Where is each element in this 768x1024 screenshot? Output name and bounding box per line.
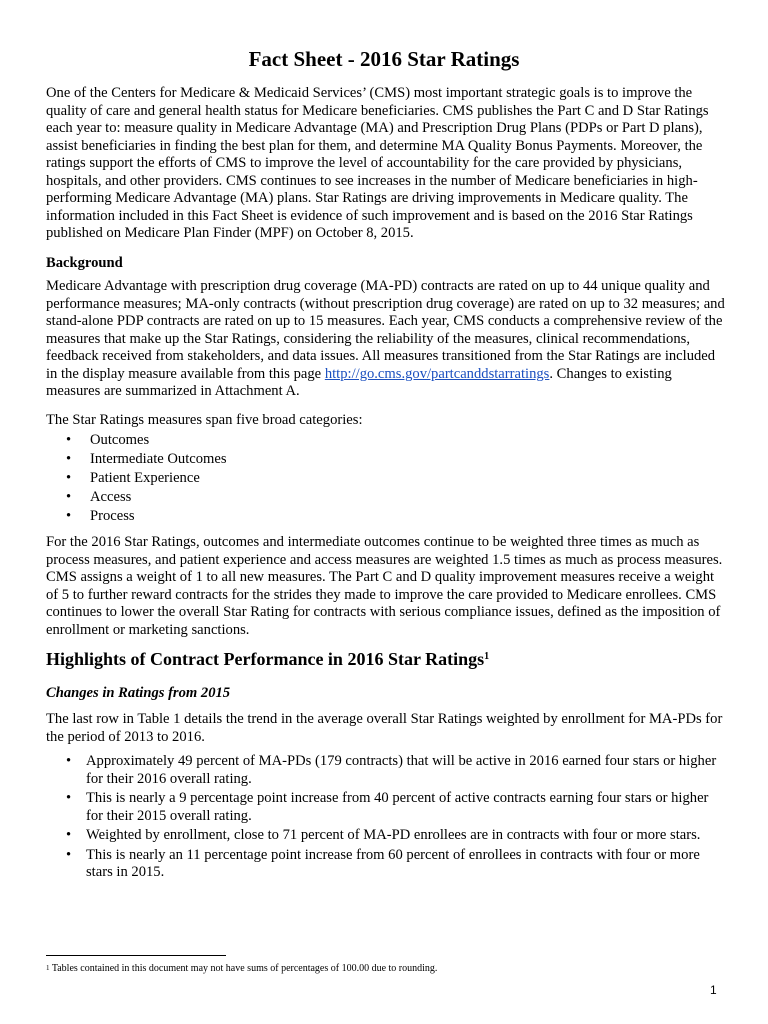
list-item-label: Process [90, 508, 135, 524]
highlights-paragraph: The last row in Table 1 details the trend in the average overall Star Ratings weighted by enrollment for MA-PDs for the period of 2013 to 2016. [46, 711, 723, 745]
bullet: • [66, 489, 72, 505]
background-text: Medicare Advantage with prescription drug coverage (MA-PD) contracts are rated on up to 44 unique quality and performance measures; MA-only contracts (without prescription drug coverage) are rated on up to 32 measures; and stand-alone PDP contracts are rated on up to 15 measures. Each year, CMS conducts a comprehensive review of the measures that make up the Star Ratings, considering the reliability of the measures, clinical recommendations, feedback received from stakeholders, and data issues. All measures transitioned from the Star Ratings are included in the display measure available from this page [46, 278, 725, 382]
weighting-paragraph: For the 2016 Star Ratings, outcomes and intermediate outcomes continue to be weighted three times as much as process measures, and patient experience and access measures are weighted 1.5 times as much as process measures. CMS assigns a weight of 1 to all new measures. The Part C and D quality improvement measures receive a weight of 5 to further reward contracts for the strides they made to improve the care provided to Medicare enrollees. CMS continues to lower the overall Star Rating for contracts with serious compliance issues, defined as the imposition of enrollment or marketing sanctions. [46, 534, 723, 638]
bullet: • [66, 508, 72, 524]
footnote-divider [46, 955, 226, 956]
changes-subheading: Changes in Ratings from 2015 [46, 685, 231, 701]
star-ratings-link[interactable]: http://go.cms.gov/partcanddstarratings [324, 365, 550, 382]
list-item-label: Intermediate Outcomes [90, 451, 227, 467]
highlights-heading [46, 648, 489, 670]
list-item-text: Weighted by enrollment, close to 71 percent of MA-PD enrollees are in contracts with four or more stars. [86, 827, 701, 843]
bullet: • [66, 451, 72, 467]
list-item-text: Approximately 49 percent of MA-PDs (179 contracts) that will be active in 2016 earned four stars or higher for their 2016 overall rating. [86, 753, 717, 787]
page-number: 1 [710, 983, 717, 997]
bullet: • [66, 432, 72, 448]
list-item-label: Outcomes [90, 432, 150, 448]
footnote [46, 962, 437, 975]
footnote-reference[interactable]: 1 [484, 651, 490, 662]
background-text-end: . Changes to existing measures are summarized in Attachment A. [46, 365, 672, 399]
bullet: • [66, 753, 72, 769]
bullet: • [66, 846, 72, 863]
list-item [46, 790, 726, 825]
list-item [46, 469, 227, 488]
highlights-list [46, 753, 726, 884]
list-item-label: Patient Experience [90, 470, 200, 486]
categories-list [46, 431, 227, 526]
background-paragraph [46, 278, 726, 401]
list-item [46, 847, 726, 882]
list-item [46, 450, 227, 469]
list-item-text: This is nearly an 11 percentage point increase from 60 percent of enrollees in contracts with four or more stars in 2015. [86, 846, 700, 880]
intro-paragraph: One of the Centers for Medicare & Medicaid Services’ (CMS) most important strategic goals is to improve the quality of care and general health status for Medicare beneficiaries. CMS publishes the Part C and D Star Ratings each year to: measure quality in Medicare Advantage (MA) and Prescription Drug Plans (PDPs or Part D plans), assist beneficiaries in finding the best plan for them, and determine MA Quality Bonus Payments. Moreover, the ratings support the efforts of CMS to improve the level of accountability for the care provided by physicians, hospitals, and other providers. CMS continues to see increases in the number of Medicare beneficiaries in high-performing Medicare Advantage (MA) plans. Star Ratings are driving improvements in Medicare quality. The information included in this Fact Sheet is evidence of such improvement and is based on the 2016 Star Ratings published on Medicare Plan Finder (MPF) on October 8, 2015. [46, 85, 709, 241]
page-title: Fact Sheet - 2016 Star Ratings [248, 47, 520, 71]
footnote-text: Tables contained in this document may not have sums of percentages of 100.00 due to rounding. [49, 963, 438, 974]
bullet: • [66, 470, 72, 486]
bullet: • [66, 827, 72, 843]
highlights-heading-text: Highlights of Contract Performance in 2016 Star Ratings [46, 649, 485, 669]
list-item [46, 753, 726, 788]
list-item [46, 507, 227, 526]
list-item [46, 488, 227, 507]
list-item [46, 431, 227, 450]
list-item [46, 827, 726, 845]
bullet: • [66, 790, 72, 806]
list-item-text: This is nearly a 9 percentage point increase from 40 percent of active contracts earning four stars or higher for their 2015 overall rating. [86, 790, 709, 824]
categories-intro: The Star Ratings measures span five broad categories: [46, 412, 363, 428]
footnote-marker: 1 [46, 964, 50, 972]
background-heading: Background [46, 255, 123, 271]
list-item-label: Access [90, 489, 132, 505]
